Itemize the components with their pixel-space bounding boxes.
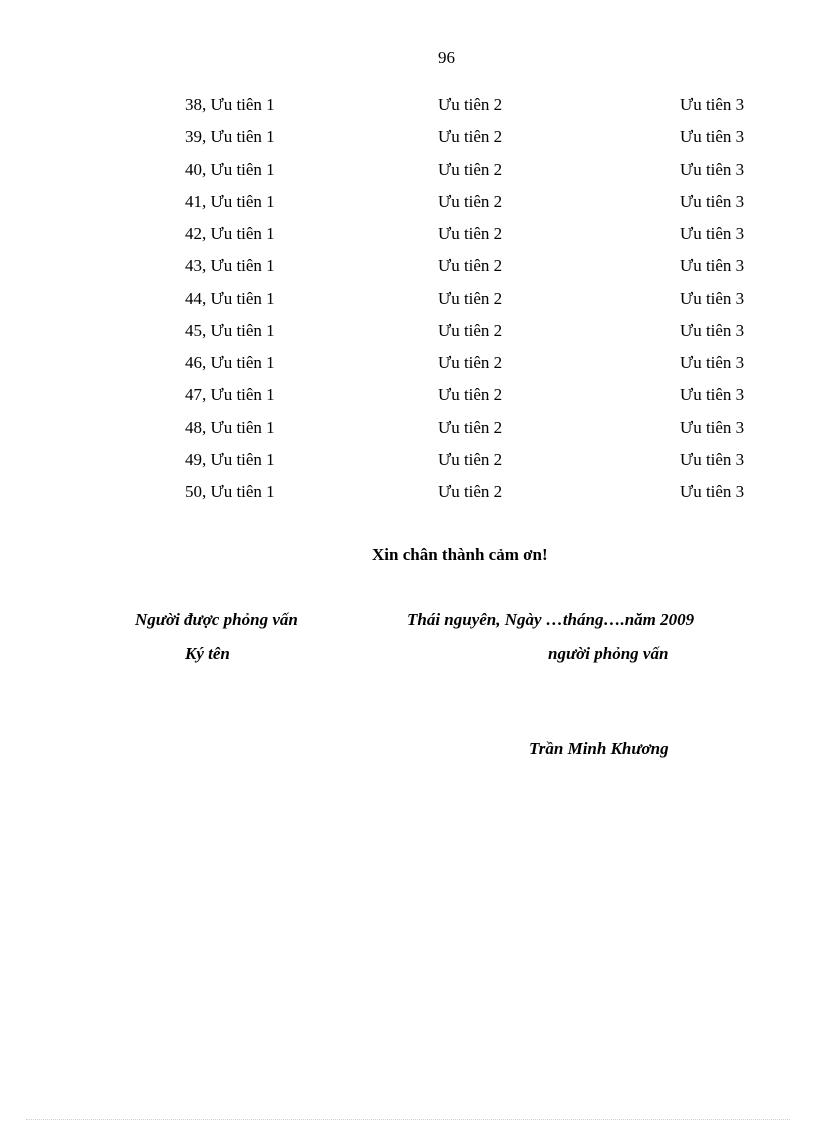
priority-row: [0, 189, 816, 221]
priority-first: 49, Ưu tiên 1: [185, 449, 275, 469]
priority-third: Ưu tiên 3: [680, 191, 745, 211]
priority-second: Ưu tiên 2: [438, 288, 503, 308]
priority-list: [0, 92, 816, 511]
priority-third: Ưu tiên 3: [680, 385, 745, 405]
priority-row: [0, 92, 816, 124]
priority-second: Ưu tiên 2: [438, 95, 503, 114]
page-number: 96: [438, 48, 455, 67]
priority-row: [0, 350, 816, 382]
priority-third: Ưu tiên 3: [680, 127, 745, 147]
priority-row: [0, 253, 816, 285]
priority-first: 38, Ưu tiên 1: [185, 95, 275, 114]
priority-third: Ưu tiên 3: [680, 159, 745, 179]
priority-third: Ưu tiên 3: [680, 320, 745, 340]
priority-row: [0, 382, 816, 414]
priority-first: 48, Ưu tiên 1: [185, 417, 275, 437]
priority-second: Ưu tiên 2: [438, 256, 503, 276]
interviewee-sign-label: Ký tên: [185, 644, 230, 663]
priority-third: Ưu tiên 3: [680, 353, 745, 372]
priority-row: [0, 318, 816, 350]
priority-row: [0, 124, 816, 156]
priority-first: 39, Ưu tiên 1: [185, 127, 275, 147]
priority-first: 40, Ưu tiên 1: [185, 159, 275, 179]
priority-second: Ưu tiên 2: [438, 482, 503, 501]
priority-third: Ưu tiên 3: [680, 449, 745, 469]
priority-first: 41, Ưu tiên 1: [185, 191, 275, 211]
priority-second: Ưu tiên 2: [438, 417, 503, 437]
interviewer-title: người phỏng vấn: [548, 644, 669, 663]
thank-you-text: Xin chân thành cảm ơn!: [372, 545, 548, 564]
priority-first: 43, Ưu tiên 1: [185, 256, 275, 276]
footer-divider: [26, 1119, 790, 1120]
priority-second: Ưu tiên 2: [438, 159, 503, 179]
priority-first: 50, Ưu tiên 1: [185, 482, 275, 501]
priority-first: 45, Ưu tiên 1: [185, 320, 275, 340]
priority-third: Ưu tiên 3: [680, 288, 745, 308]
priority-first: 44, Ưu tiên 1: [185, 288, 275, 308]
priority-second: Ưu tiên 2: [438, 449, 503, 469]
priority-second: Ưu tiên 2: [438, 224, 503, 243]
interviewee-title: Người được phỏng vấn: [135, 610, 298, 629]
place-date-line: Thái nguyên, Ngày …tháng….năm 2009: [407, 610, 695, 629]
interviewer-name: Trần Minh Khương: [529, 739, 669, 758]
priority-third: Ưu tiên 3: [680, 417, 745, 437]
priority-first: 42, Ưu tiên 1: [185, 224, 275, 243]
priority-second: Ưu tiên 2: [438, 320, 503, 340]
priority-second: Ưu tiên 2: [438, 385, 503, 405]
priority-second: Ưu tiên 2: [438, 353, 503, 372]
priority-row: [0, 286, 816, 318]
priority-first: 47, Ưu tiên 1: [185, 385, 275, 405]
priority-first: 46, Ưu tiên 1: [185, 353, 275, 372]
priority-second: Ưu tiên 2: [438, 191, 503, 211]
priority-row: [0, 479, 816, 511]
priority-third: Ưu tiên 3: [680, 482, 745, 501]
priority-third: Ưu tiên 3: [680, 95, 745, 114]
priority-row: [0, 447, 816, 479]
priority-second: Ưu tiên 2: [438, 127, 503, 147]
priority-row: [0, 221, 816, 253]
priority-row: [0, 415, 816, 447]
priority-row: [0, 157, 816, 189]
priority-third: Ưu tiên 3: [680, 256, 745, 276]
priority-third: Ưu tiên 3: [680, 224, 745, 243]
